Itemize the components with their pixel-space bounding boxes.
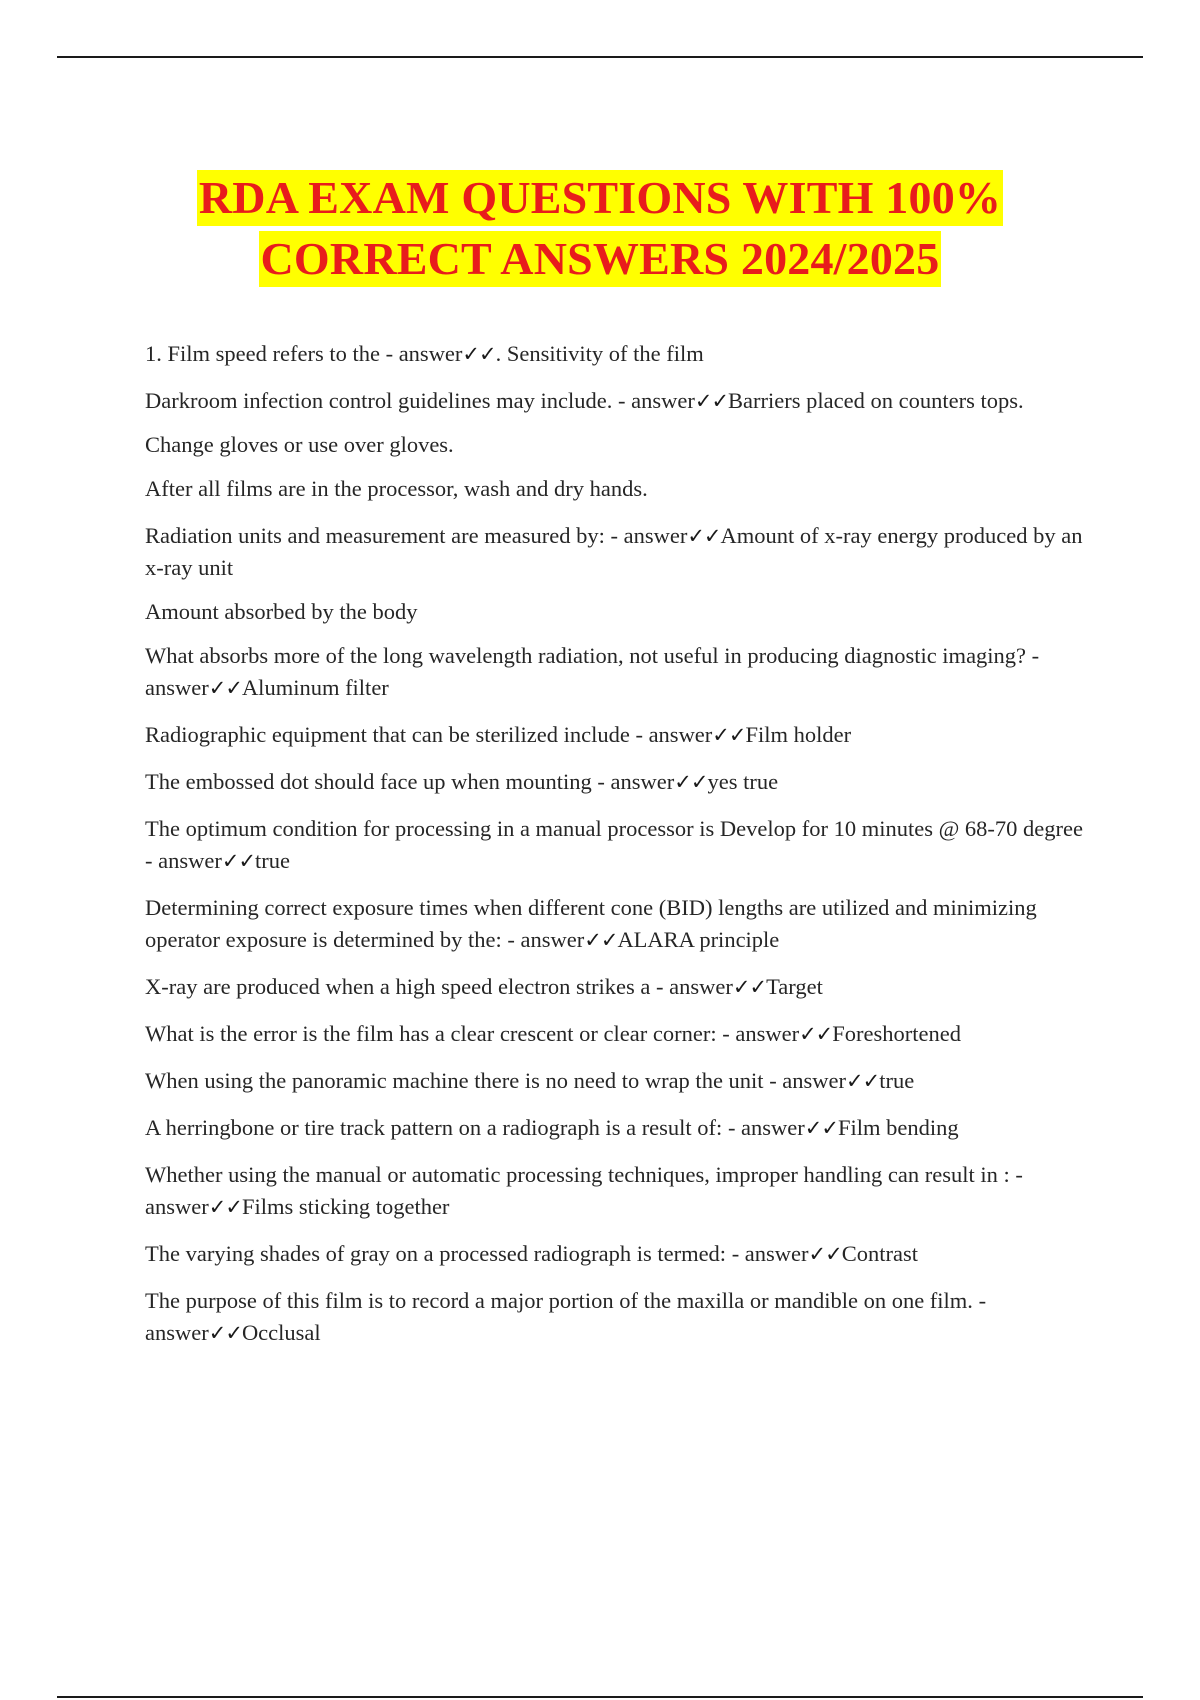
title-line-2: CORRECT ANSWERS 2024/2025 (259, 231, 942, 287)
answer-prefix: - answer (604, 523, 688, 548)
qa-item (145, 1018, 1090, 1050)
answer-text: yes true (707, 769, 779, 794)
double-check-icon: ✓✓ (804, 1116, 838, 1140)
answer-prefix: - answer (722, 1115, 805, 1140)
double-check-icon: ✓✓ (694, 389, 729, 413)
question-text: The varying shades of gray on a processed radiograph is termed: (145, 1241, 727, 1266)
answer-text: Barriers placed on counters tops. (728, 388, 1024, 413)
answer-prefix: - answer (501, 927, 585, 952)
question-text: The optimum condition for processing in a manual processor is Develop for 10 minutes @ 68-70 degree (145, 816, 1084, 841)
bottom-rule (57, 1696, 1143, 1698)
question-text: Radiographic equipment that can be sterilized include (145, 722, 630, 747)
qa-item (145, 1159, 1090, 1223)
answer-text: . Sensitivity of the film (495, 341, 704, 366)
double-check-icon: ✓✓ (687, 524, 721, 548)
question-text: Darkroom infection control guidelines may include. (145, 388, 613, 413)
answer-text: Film holder (745, 722, 852, 747)
double-check-icon: ✓✓ (208, 1195, 242, 1219)
qa-item (145, 813, 1090, 877)
qa-item (145, 766, 1090, 798)
answer-text: ALARA principle (617, 927, 780, 952)
answer-text: Target (766, 974, 823, 999)
answer-prefix: - answer (763, 1068, 847, 1093)
answer-text: Film bending (837, 1115, 959, 1140)
document-title (0, 170, 1200, 292)
qa-item (145, 719, 1090, 751)
question-text: The embossed dot should face up when mounting (145, 769, 592, 794)
text-line: Amount absorbed by the body (145, 599, 418, 624)
answer-prefix: - answer (591, 769, 675, 794)
double-check-icon: ✓✓ (674, 770, 708, 794)
answer-prefix: - answer (650, 974, 733, 999)
qa-item (145, 892, 1090, 956)
double-check-icon: ✓✓ (799, 1022, 833, 1046)
answer-prefix: - answer (145, 848, 222, 873)
question-text: What is the error is the film has a clear crescent or clear corner: (145, 1021, 717, 1046)
answer-text: true (879, 1068, 915, 1093)
double-check-icon: ✓✓ (808, 1242, 842, 1266)
qa-item (145, 338, 1090, 370)
question-text: Whether using the manual or automatic processing techniques, improper handling can result in : (145, 1162, 1010, 1187)
question-text: The purpose of this film is to record a major portion of the maxilla or mandible on one film. (145, 1288, 973, 1313)
qa-item (145, 520, 1090, 584)
answer-text: true (255, 848, 291, 873)
double-check-icon: ✓✓ (221, 849, 256, 873)
answer-text: Foreshortened (832, 1021, 961, 1046)
double-check-icon: ✓✓ (208, 1321, 242, 1345)
answer-text: Films sticking together (241, 1194, 450, 1219)
double-check-icon: ✓✓ (208, 676, 242, 700)
question-text: X-ray are produced when a high speed electron strikes a (145, 974, 651, 999)
answer-prefix: - answer (145, 643, 1040, 700)
double-check-icon: ✓✓ (462, 342, 496, 366)
double-check-icon: ✓✓ (712, 723, 746, 747)
answer-text: Contrast (841, 1241, 918, 1266)
question-text: What absorbs more of the long wavelength radiation, not useful in producing diagnostic imaging? (145, 643, 1027, 668)
answer-prefix: - answer (629, 722, 713, 747)
answer-prefix: - answer (726, 1241, 809, 1266)
text-line: After all films are in the processor, wash and dry hands. (145, 476, 648, 501)
question-text: 1. Film speed refers to the (145, 341, 380, 366)
qa-item (145, 1065, 1090, 1097)
answer-prefix: - answer (145, 1288, 987, 1345)
qa-item (145, 640, 1090, 704)
text-line: Change gloves or use over gloves. (145, 432, 454, 457)
double-check-icon: ✓✓ (846, 1069, 880, 1093)
question-text: Radiation units and measurement are measured by: (145, 523, 605, 548)
question-text: Determining correct exposure times when different cone (BID) lengths are utilized and minimizing operator exposure is determined by the: (145, 895, 1037, 952)
qa-item (145, 385, 1090, 417)
answer-prefix: - answer (379, 341, 463, 366)
top-rule (57, 56, 1143, 58)
answer-text: Aluminum filter (241, 675, 389, 700)
answer-prefix: - answer (612, 388, 695, 413)
answer-text: Amount of x-ray energy produced by an x-ray unit (145, 523, 1083, 580)
qa-list (145, 338, 1090, 1364)
answer-prefix: - answer (716, 1021, 800, 1046)
qa-item (145, 1238, 1090, 1270)
qa-item (145, 971, 1090, 1003)
question-text: When using the panoramic machine there is no need to wrap the unit (145, 1068, 764, 1093)
answer-text: Occlusal (241, 1320, 321, 1345)
question-text: A herringbone or tire track pattern on a radiograph is a result of: (145, 1115, 723, 1140)
answer-prefix: - answer (145, 1162, 1023, 1219)
double-check-icon: ✓✓ (584, 928, 618, 952)
qa-item (145, 1285, 1090, 1349)
title-line-1: RDA EXAM QUESTIONS WITH 100% (197, 170, 1003, 226)
qa-item (145, 1112, 1090, 1144)
double-check-icon: ✓✓ (732, 975, 767, 999)
